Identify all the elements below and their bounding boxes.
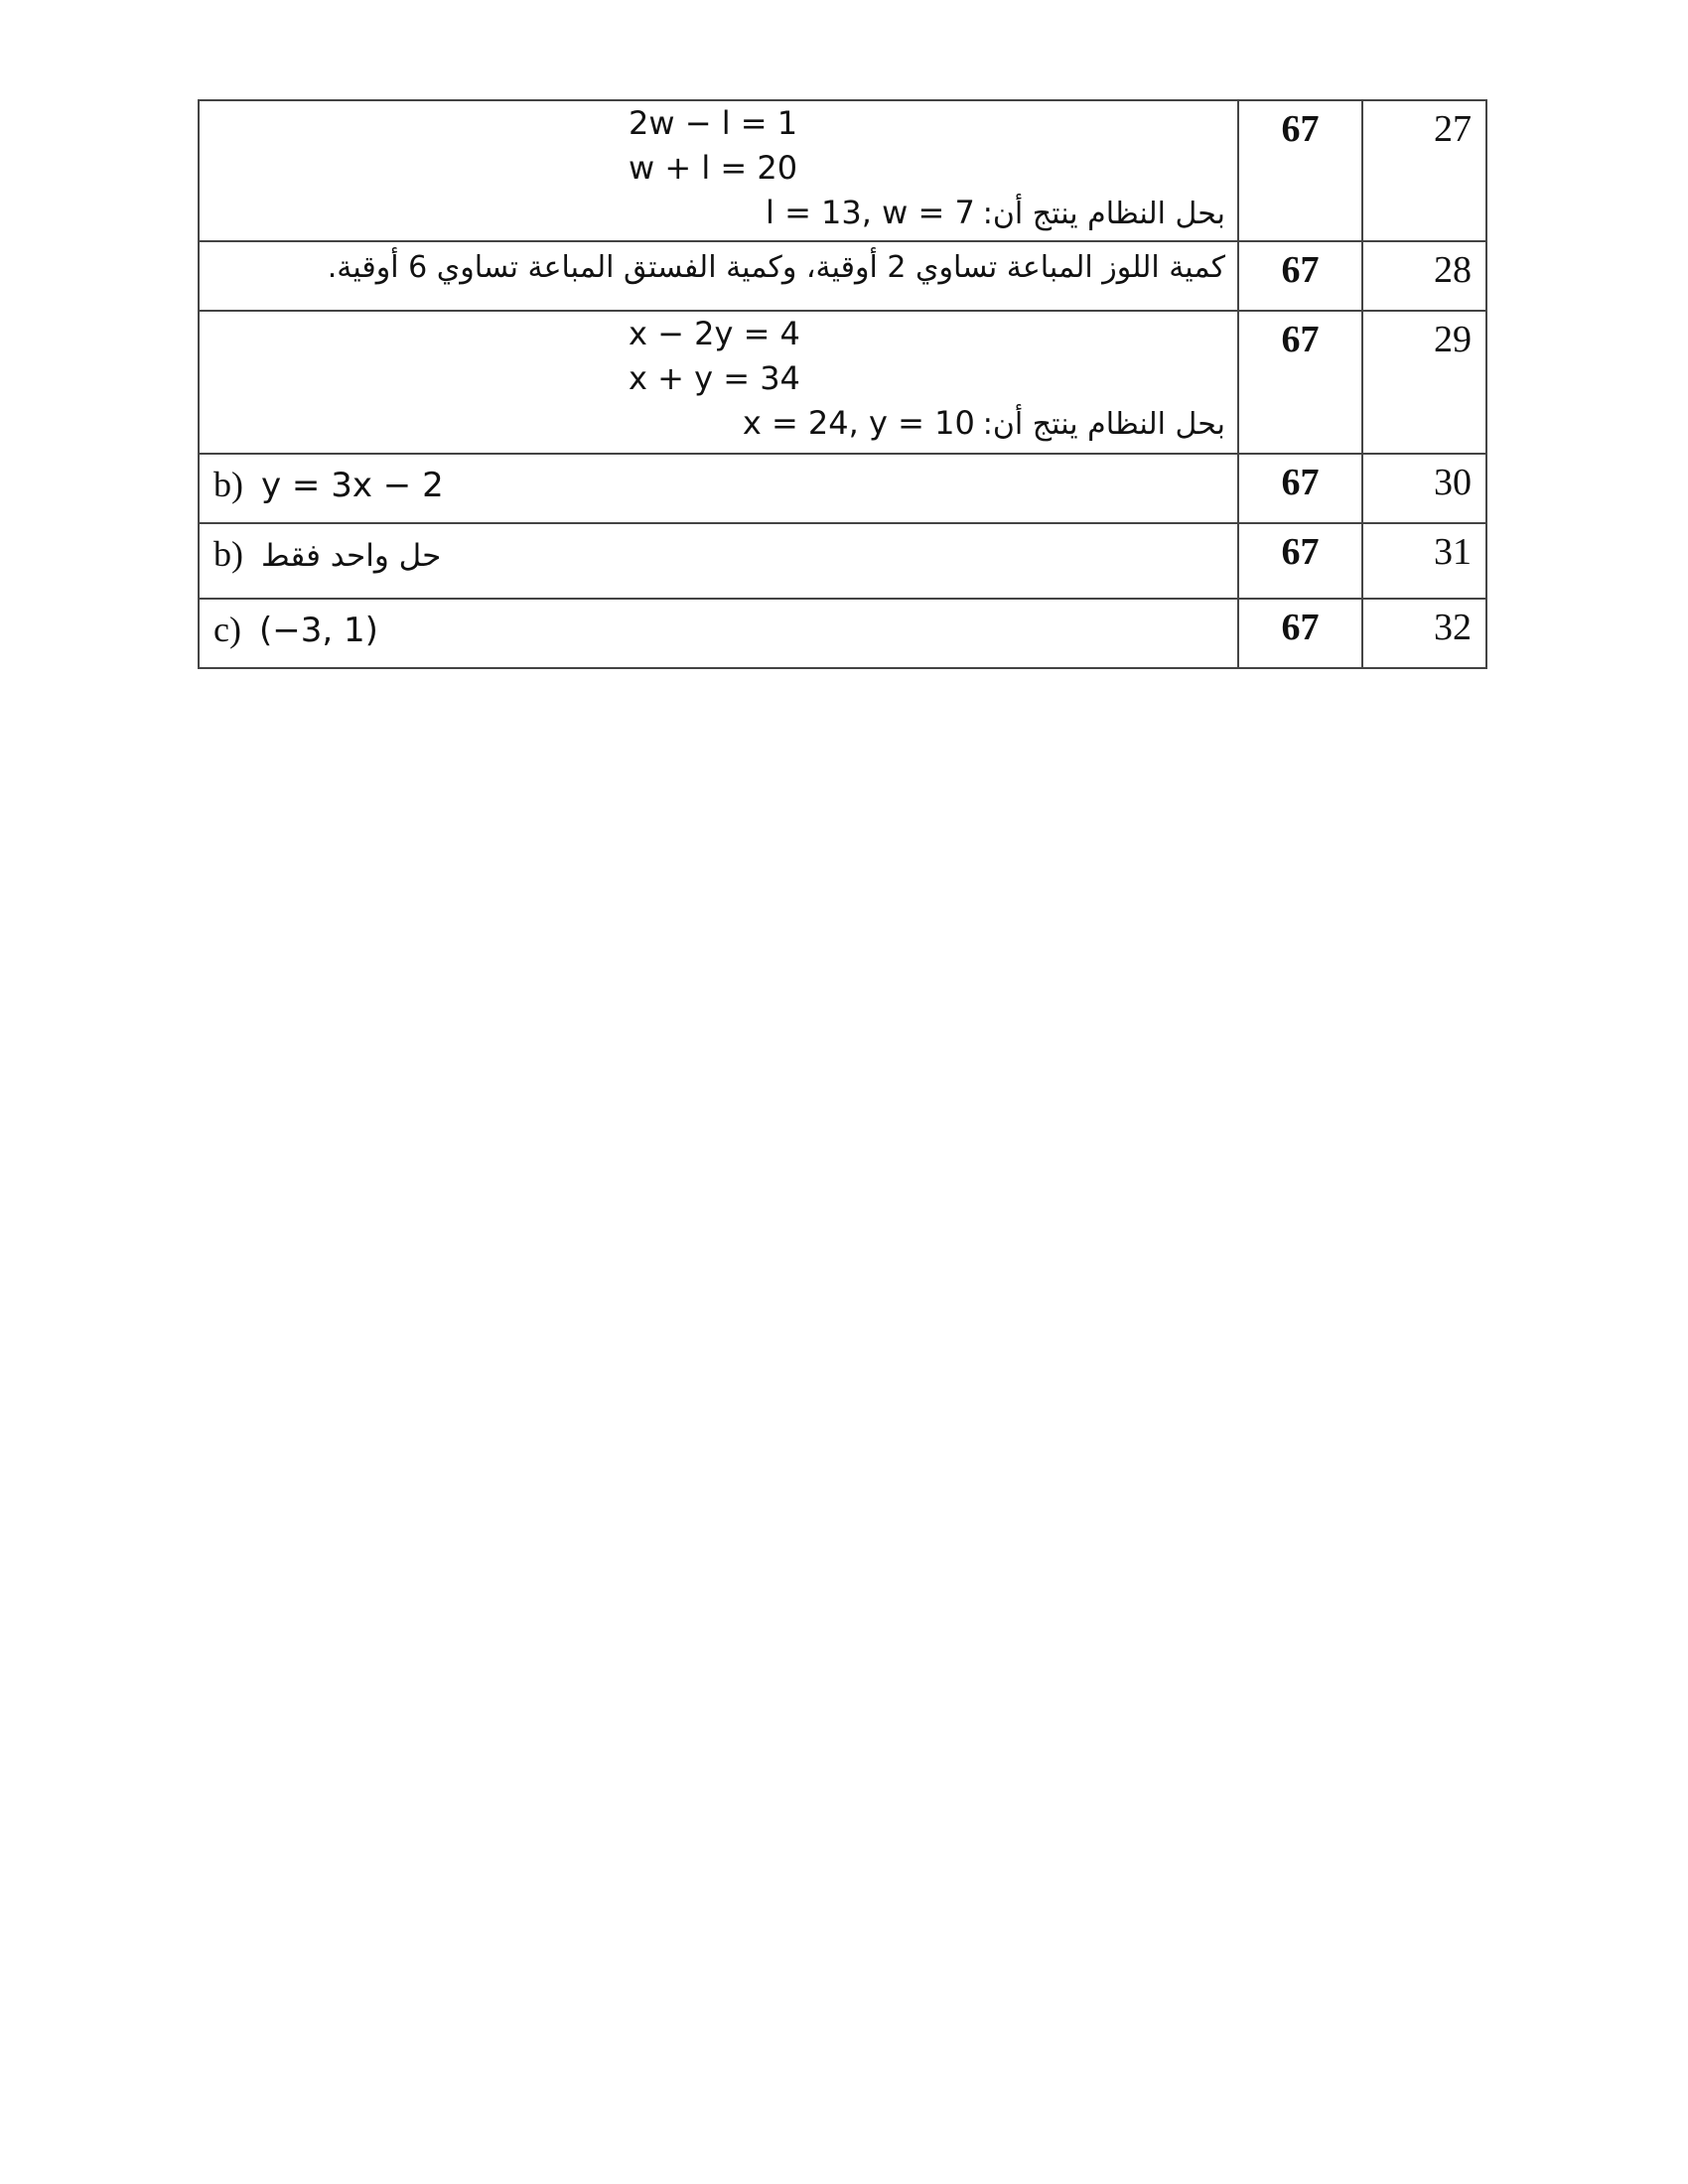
table-row <box>199 599 1486 668</box>
answer-cell <box>199 100 1238 241</box>
question-number-cell: 27 <box>1362 100 1486 241</box>
page-number-cell: 67 <box>1238 100 1362 241</box>
answer-cell <box>199 454 1238 523</box>
result-values: l = 13, w = 7 <box>766 194 975 231</box>
choice-label: b) <box>213 465 243 504</box>
result-prefix: بحل النظام ينتج أن: <box>982 197 1225 231</box>
answer-text: حل واحد فقط <box>261 538 442 574</box>
answer-math: y = 3x − 2 <box>261 466 444 505</box>
answer-math: (−3, 1) <box>258 611 378 650</box>
table-row <box>199 523 1486 599</box>
page-number-cell: 67 <box>1238 241 1362 311</box>
question-number-cell: 32 <box>1362 599 1486 668</box>
result-line <box>200 401 1237 447</box>
answer-cell <box>199 523 1238 599</box>
choice-label: b) <box>213 534 243 574</box>
equation-line: x + y = 34 <box>629 359 800 397</box>
answer-cell <box>199 599 1238 668</box>
question-number-cell: 31 <box>1362 523 1486 599</box>
table-row <box>199 454 1486 523</box>
page-number-cell: 67 <box>1238 454 1362 523</box>
equation-line: 2w − l = 1 <box>629 104 798 142</box>
question-number-cell: 28 <box>1362 241 1486 311</box>
choice-label: c) <box>213 610 241 649</box>
table-row <box>199 241 1486 311</box>
result-prefix: بحل النظام ينتج أن: <box>982 407 1225 442</box>
answer-key-table <box>198 99 1487 669</box>
result-line <box>200 191 1237 236</box>
page-number-cell: 67 <box>1238 599 1362 668</box>
table-row <box>199 311 1486 454</box>
table-row <box>199 100 1486 241</box>
answer-cell <box>199 241 1238 311</box>
question-number-cell: 29 <box>1362 311 1486 454</box>
equation-line: x − 2y = 4 <box>629 315 800 352</box>
page-number-cell: 67 <box>1238 311 1362 454</box>
result-values: x = 24, y = 10 <box>742 404 975 442</box>
page-number-cell: 67 <box>1238 523 1362 599</box>
answer-text: كمية اللوز المباعة تساوي 2 أوقية، وكمية الفستق المباعة تساوي 6 أوقية. <box>327 250 1225 285</box>
equation-line: w + l = 20 <box>629 149 798 187</box>
answer-cell <box>199 311 1238 454</box>
question-number-cell: 30 <box>1362 454 1486 523</box>
